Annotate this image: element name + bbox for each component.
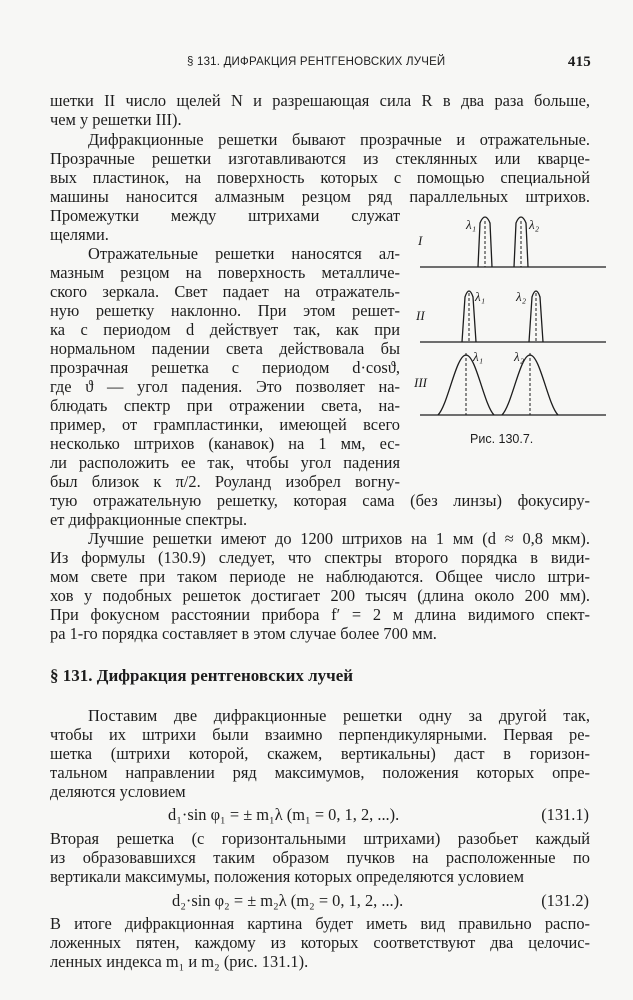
text-line: хов у подобных решеток достигает 200 тысяч (длина около 200 мм).: [50, 586, 590, 605]
text-line: из образовавшихся таким образом пучков на расположенные по: [50, 848, 590, 867]
text-line: нормальном падении света действовала бы: [50, 339, 400, 358]
text-line: ра 1-го порядка составляет в этом случае более 700 мм.: [50, 624, 437, 643]
label-II-lambda2: λ₂: [516, 289, 527, 304]
text-line: Отражательные решетки наносятся ал-: [88, 244, 400, 263]
text-line: щелями.: [50, 225, 109, 244]
text-line: Дифракционные решетки бывают прозрачные и отражательные.: [88, 130, 590, 149]
text-line: При фокусном расстоянии прибора f′ = 2 м длина видимого спект-: [50, 605, 590, 624]
text-line: ского зеркала. Свет падает на отражатель-: [50, 282, 400, 301]
text-line: Промежутки между штрихами служат: [50, 206, 400, 225]
text-line: чем у решетки III).: [50, 110, 182, 129]
text-line: где ϑ — угол падения. Это позволяет на-: [50, 377, 400, 396]
text-line: Вторая решетка (с горизонтальными штрихами) разобьет каждый: [50, 829, 590, 848]
running-header-title: § 131. ДИФРАКЦИЯ РЕНТГЕНОВСКИХ ЛУЧЕЙ: [187, 56, 446, 68]
text-line: мазным резцом на поверхность металличе-: [50, 263, 400, 282]
row-label-I: I: [418, 233, 423, 248]
text-line: блюдать спектр при отражении света, на-: [50, 396, 400, 415]
label-I-lambda2: λ₂: [529, 217, 540, 232]
text-line: В итоге дифракционная картина будет иметь вид правильно распо-: [50, 914, 590, 933]
text-line: Лучшие решетки имеют до 1200 штрихов на 1 мм (d ≈ 0,8 мкм).: [88, 529, 590, 548]
row-label-II: II: [416, 308, 425, 323]
text-line: прозрачная решетка с периодом d·cosϑ,: [50, 358, 400, 377]
label-I-lambda1: λ₁: [466, 217, 477, 232]
text-line: ли расположить ее так, чтобы угол падения: [50, 453, 400, 472]
figure-caption: Рис. 130.7.: [470, 432, 534, 446]
text-line: ную решетку наклонно. При этом решет-: [50, 301, 400, 320]
text-line: шетка (штрихи которой, скажем, вертикальны) даст в горизон-: [50, 744, 590, 763]
text-line: мом свете при таком периоде не наблюдаются. Общее число штри-: [50, 567, 590, 586]
text-line: вых пластинок, на поверхность которых с помощью специальной: [50, 168, 590, 187]
text-line: вертикали максимумы, положения которых определяются условием: [50, 867, 524, 886]
text-line: несколько штрихов (канавок) на 1 мм, ес-: [50, 434, 400, 453]
text-line: тую отражательную решетку, которая сама (без линзы) фокусиру-: [50, 491, 590, 510]
text-line: Прозрачные решетки изготавливаются из стеклянных или кварце-: [50, 149, 590, 168]
text-line: ка с периодом d действует так, как при: [50, 320, 400, 339]
text-line: Поставим две дифракционные решетки одну за другой так,: [88, 706, 590, 725]
formula-131-2: d₂·sin φ₂ = ± m₂λ (m₂ = 0, 1, 2, ...).: [172, 891, 404, 910]
running-header: [0, 52, 633, 74]
page-number: 415: [567, 54, 591, 70]
label-III-lambda2: λ₂: [514, 349, 525, 364]
formula-131-1: d₁·sin φ₁ = ± m₁λ (m₁ = 0, 1, 2, ...).: [168, 805, 400, 824]
text-line: ет дифракционные спектры.: [50, 510, 248, 529]
text-line: ложенных пятен, каждому из которых соответствуют два целочис-: [50, 933, 590, 952]
text-line: ленных индекса m₁ и m₂ (рис. 131.1).: [50, 952, 309, 971]
row-label-III: III: [414, 375, 427, 390]
figure-130-7: [408, 205, 608, 445]
label-II-lambda1: λ₁: [475, 289, 486, 304]
spectral-lines-diagram: [408, 205, 608, 445]
label-III-lambda1: λ₁: [473, 349, 484, 364]
text-line: машины наносится алмазным резцом ряд параллельных штрихов.: [50, 187, 590, 206]
formula-number-131-2: (131.2): [541, 891, 589, 910]
text-line: шетки II число щелей N и разрешающая сила R в два раза больше,: [50, 91, 590, 110]
text-line: Из формулы (130.9) следует, что спектры второго порядка в види-: [50, 548, 590, 567]
section-title: § 131. Дифракция рентгеновских лучей: [50, 666, 354, 685]
text-line: деляются условием: [50, 782, 186, 801]
text-line: тальном направлении ряд максимумов, положения которых опре-: [50, 763, 590, 782]
formula-number-131-1: (131.1): [541, 805, 589, 824]
text-line: чтобы их штрихи были взаимно перпендикулярными. Первая ре-: [50, 725, 590, 744]
text-line: пример, от грампластинки, имеющей всего: [50, 415, 400, 434]
text-line: был близок к π/2. Роуланд изобрел вогну-: [50, 472, 400, 491]
